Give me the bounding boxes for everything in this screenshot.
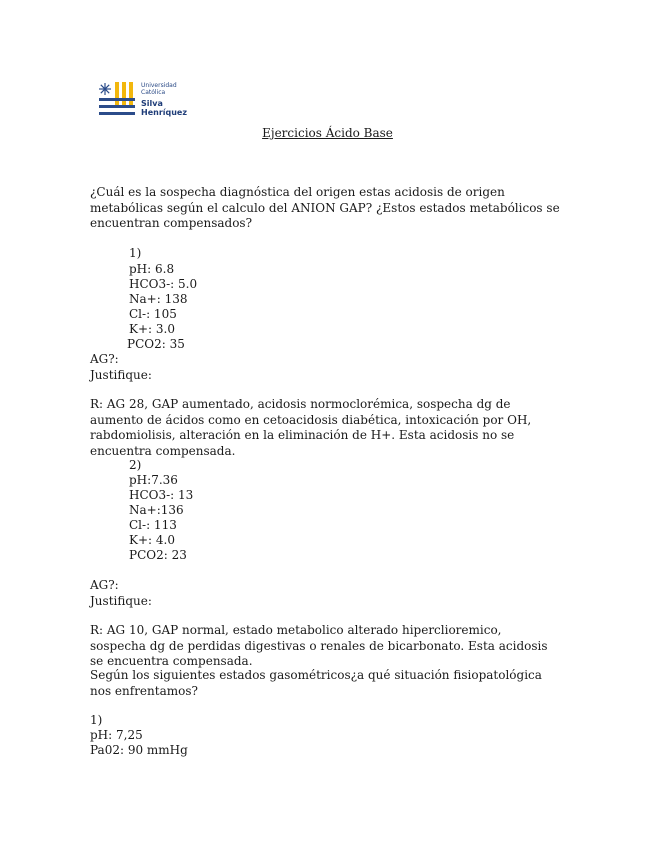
case3-number: 1) bbox=[90, 713, 103, 727]
logo-university-label: Universidad Católica bbox=[141, 82, 177, 96]
case1-ag: AG?: bbox=[90, 352, 119, 366]
case3-pao2: Pa02: 90 mmHg bbox=[90, 743, 188, 757]
case2-number: 2) bbox=[129, 458, 142, 472]
case2-answer: R: AG 10, GAP normal, estado metabolico alterado hiperclioremico, sospecha dg de perdidas digestivas o renales de bicarbonato. Esta acidosis se encuentra compensada. bbox=[90, 623, 548, 668]
case2-ph: pH:7.36 bbox=[129, 473, 178, 487]
case2-ag: AG?: bbox=[90, 578, 119, 592]
case2-k: K+: 4.0 bbox=[129, 533, 175, 547]
case1-k: K+: 3.0 bbox=[129, 322, 175, 336]
case2-justify: Justifique: bbox=[90, 594, 152, 608]
case2-cl: Cl-: 113 bbox=[129, 518, 177, 532]
university-logo-icon bbox=[98, 80, 138, 120]
case1-answer: R: AG 28, GAP aumentado, acidosis normoclorémica, sospecha dg de aumento de ácidos como en cetoacidosis diabética, intoxicación por OH, rabdomiolisis, alteración en la eliminación de H+. Esta acidosis no se encuentra compensada. bbox=[90, 397, 532, 458]
logo-name: Silva Henríquez bbox=[141, 99, 188, 117]
question-anion-gap: ¿Cuál es la sospecha diagnóstica del origen estas acidosis de origen metabólicas según el calculo del ANION GAP? ¿Estos estados metabólicos se encuentran compensados? bbox=[90, 185, 560, 230]
case1-justify: Justifique: bbox=[90, 368, 152, 382]
case2-pco2: PCO2: 23 bbox=[129, 548, 187, 562]
page-title: Ejercicios Ácido Base bbox=[262, 126, 393, 140]
case3-ph: pH: 7,25 bbox=[90, 728, 143, 742]
case1-number: 1) bbox=[129, 246, 142, 260]
question-gasometric: Según los siguientes estados gasométricos¿a qué situación fisiopatológica nos enfrentamos? bbox=[90, 668, 542, 698]
university-logo bbox=[98, 80, 198, 120]
case1-na: Na+: 138 bbox=[129, 292, 188, 306]
case1-ph: pH: 6.8 bbox=[129, 262, 175, 276]
case2-na: Na+:136 bbox=[129, 503, 184, 517]
case1-cl: Cl-: 105 bbox=[129, 307, 177, 321]
case2-hco3: HCO3-: 13 bbox=[129, 488, 194, 502]
case1-pco2: PCO2: 35 bbox=[127, 337, 185, 351]
case1-hco3: HCO3-: 5.0 bbox=[129, 277, 198, 291]
